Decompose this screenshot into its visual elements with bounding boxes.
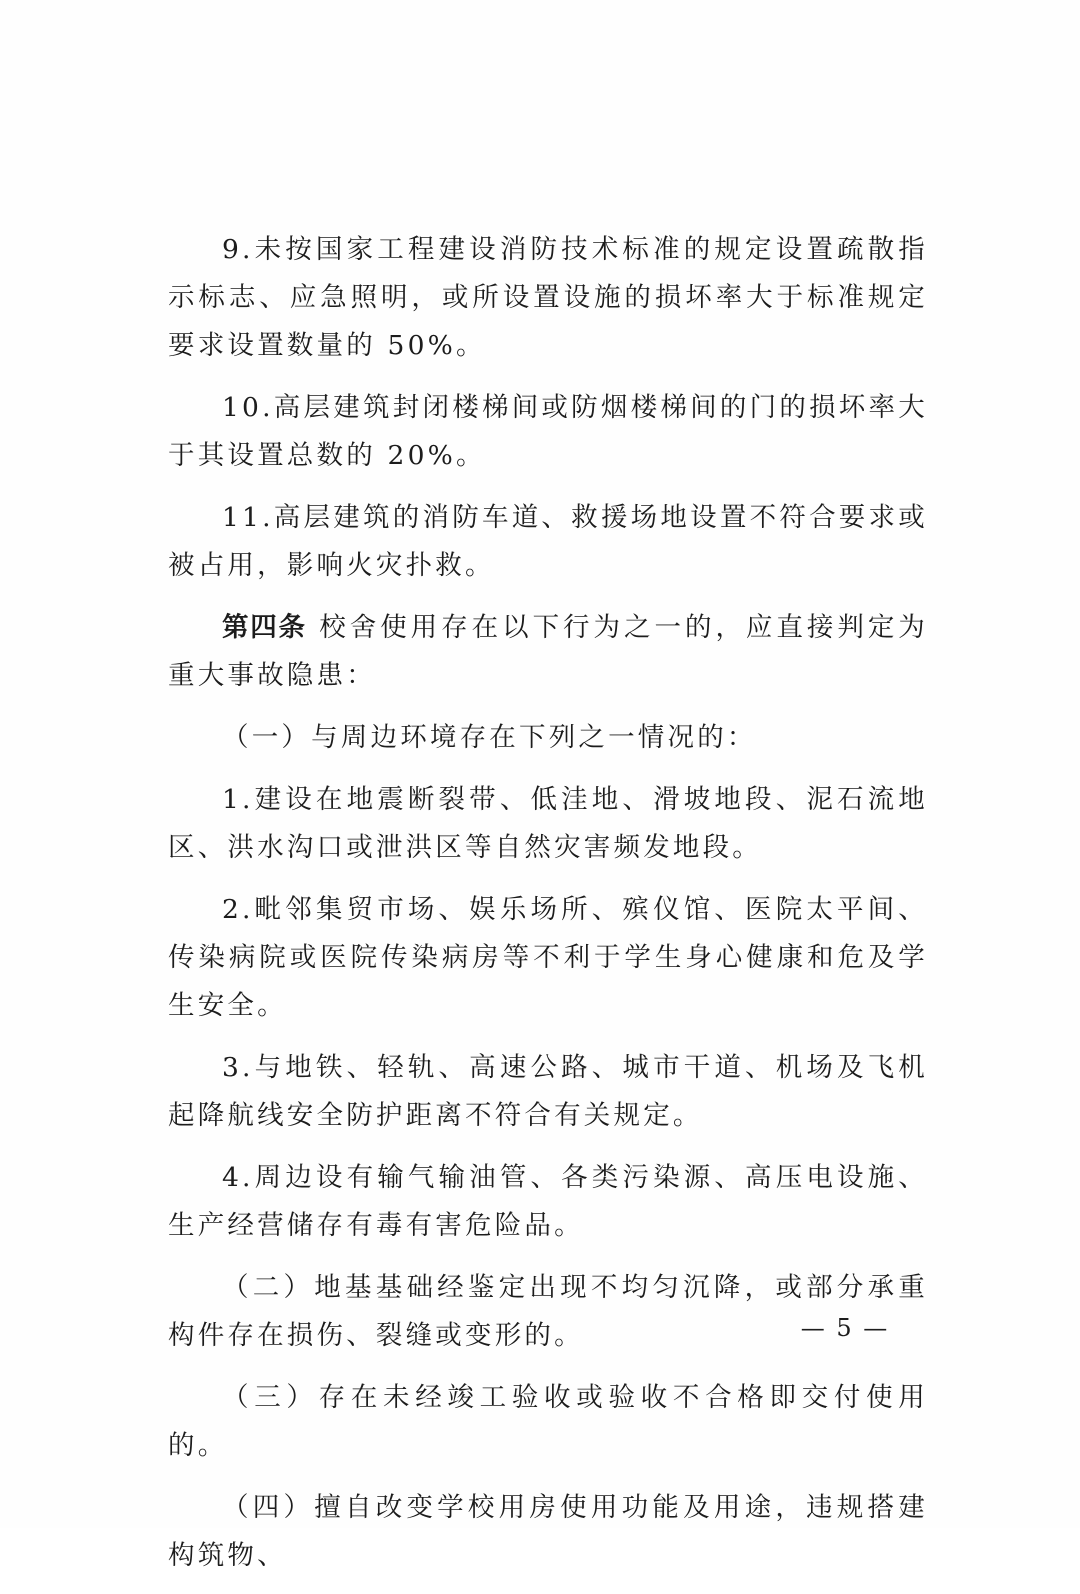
- paragraph-item-10: 10.高层建筑封闭楼梯间或防烟楼梯间的门的损坏率大于其设置总数的 20%。: [168, 392, 928, 471]
- section-1-item-4: 4.周边设有输气输油管、各类污染源、高压电设施、生产经营储存有毒有害危险品。: [168, 1162, 928, 1241]
- section-3-paragraph: （三）存在未经竣工验收或验收不合格即交付使用的。: [168, 1382, 928, 1461]
- document-body: [168, 226, 928, 1594]
- article-4-body: 校舍使用存在以下行为之一的，应直接判定为重大事故隐患：: [168, 612, 929, 691]
- section-1-item-1: 1.建设在地震断裂带、低洼地、滑坡地段、泥石流地区、洪水沟口或泄洪区等自然灾害频发地段。: [168, 784, 928, 863]
- article-4-paragraph: [168, 604, 928, 700]
- paragraph-item-11: 11.高层建筑的消防车道、救援场地设置不符合要求或被占用，影响火灾扑救。: [168, 502, 928, 581]
- paragraph-item-9: 9.未按国家工程建设消防技术标准的规定设置疏散指示标志、应急照明，或所设置设施的损坏率大于标准规定要求设置数量的 50%。: [168, 234, 928, 361]
- section-2-paragraph: （二）地基基础经鉴定出现不均匀沉降，或部分承重构件存在损伤、裂缝或变形的。: [168, 1272, 928, 1351]
- section-1-item-3: 3.与地铁、轻轨、高速公路、城市干道、机场及飞机起降航线安全防护距离不符合有关规定。: [168, 1052, 928, 1131]
- article-4-heading: 第四条: [222, 612, 307, 643]
- section-1-heading: （一）与周边环境存在下列之一情况的：: [222, 722, 757, 753]
- section-1-item-2: 2.毗邻集贸市场、娱乐场所、殡仪馆、医院太平间、传染病院或医院传染病房等不利于学生身心健康和危及学生安全。: [168, 894, 928, 1021]
- section-4-paragraph: （四）擅自改变学校用房使用功能及用途，违规搭建构筑物、: [168, 1492, 928, 1571]
- page-number: — 5 —: [800, 1314, 890, 1342]
